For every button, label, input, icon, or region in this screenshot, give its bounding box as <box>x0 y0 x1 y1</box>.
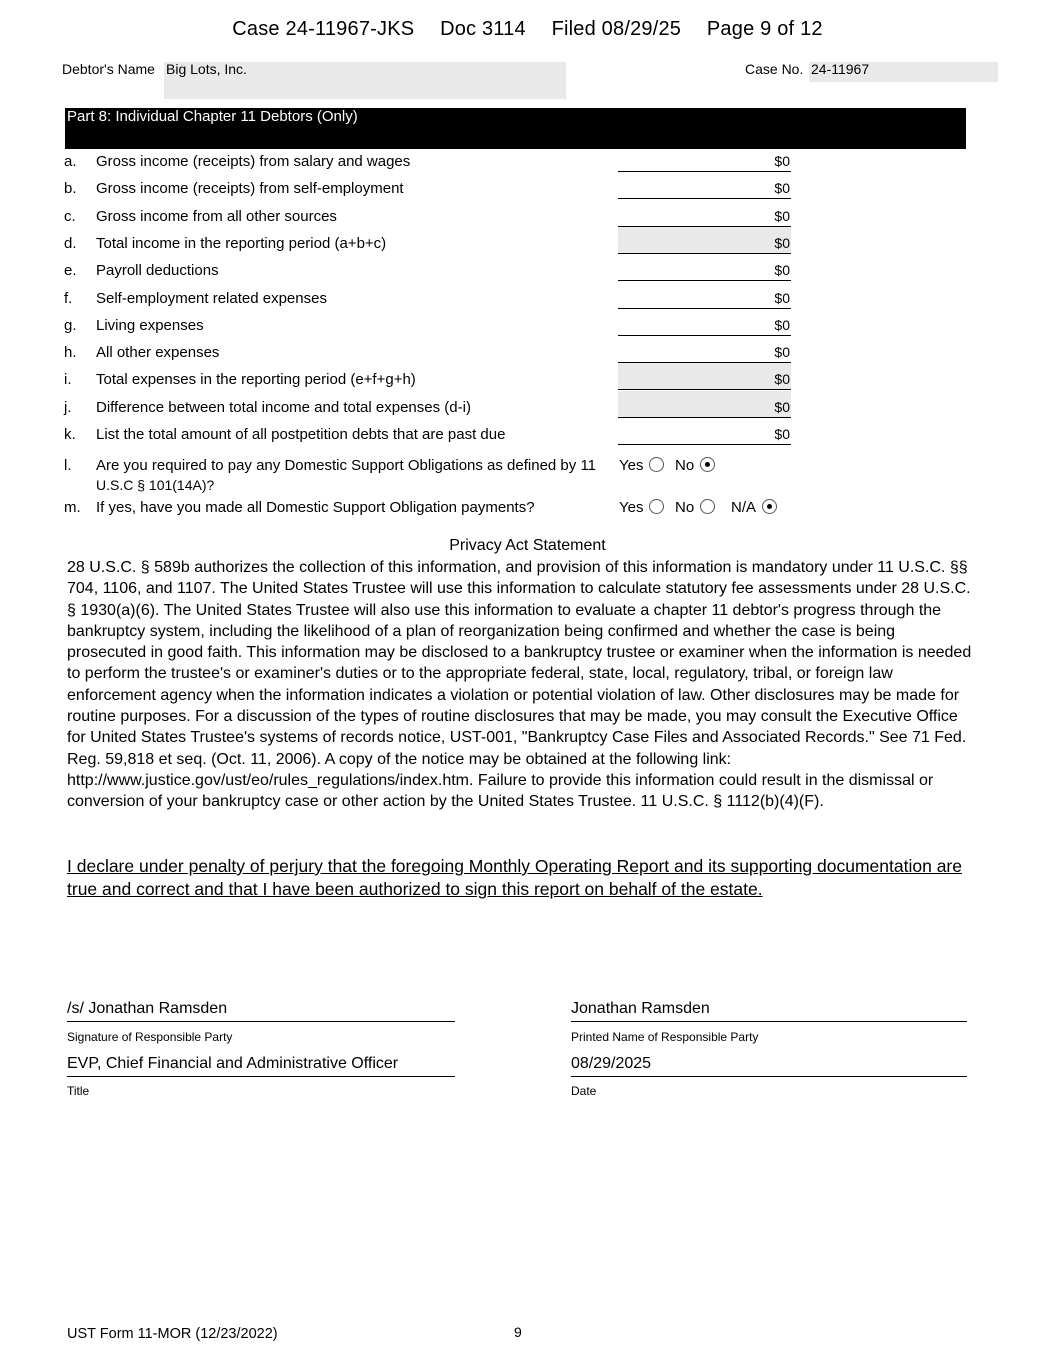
date-line <box>571 1076 967 1077</box>
row-letter: i. <box>64 371 72 389</box>
amount-value: $0 <box>774 289 790 306</box>
part8-row <box>0 180 1055 207</box>
row-description: Total expenses in the reporting period (e+f+g+h) <box>96 371 416 389</box>
perjury-declaration: I declare under penalty of perjury that the foregoing Monthly Operating Report and its supporting documentation are true and correct and that I have been authorized to sign this report on behalf of the estate. <box>67 856 962 899</box>
row-l-no-label: No <box>675 457 695 474</box>
row-letter: d. <box>64 234 77 252</box>
row-m-yes-option[interactable] <box>619 499 664 516</box>
signature-line <box>67 1021 455 1022</box>
title-caption: Title <box>67 1084 90 1098</box>
part8-row <box>0 235 1055 262</box>
row-letter: h. <box>64 344 77 362</box>
row-l-yes-option[interactable] <box>619 457 664 474</box>
row-m-yes-label: Yes <box>619 499 644 516</box>
debtor-name-field[interactable] <box>164 62 566 99</box>
amount-field[interactable] <box>618 418 791 445</box>
privacy-act-body: 28 U.S.C. § 589b authorizes the collection of this information, and provision of this information is mandatory under 11 U.S.C. §§ 704, 1106, and 1107. The United States Trustee will use this information to calculate statutory fee assessments under 28 U.S.C. § 1930(a)(6). The United States Trustee will also use this information to evaluate a chapter 11 debtor's progress through the bankruptcy system, including the likelihood of a plan of reorganization being confirmed and whether the case is being prosecuted in good faith. This information may be disclosed to a bankruptcy trustee or examiner when the information is needed to perform the trustee's or examiner's duties or to the appropriate federal, state, local, regulatory, tribal, or foreign law enforcement agency when the information indicates a violation or potential violation of law. Other disclosures may be made for routine purposes. For a discussion of the types of routine disclosures that may be made, you may consult the Executive Office for United States Trustee's systems of records notice, UST-001, "Bankruptcy Case Files and Associated Records." See 71 Fed. Reg. 59,818 et seq. (Oct. 11, 2006). A copy of the notice may be obtained at the following link: http://www.justice.gov/ust/eo/rules_regulations/index.htm. Failure to provide this information could result in the dismissal or conversion of your bankruptcy case or other action by the United States Trustee. 11 U.S.C. § 1112(b)(4)(F). <box>67 559 972 811</box>
amount-value: $0 <box>774 262 790 279</box>
part8-row <box>0 153 1055 180</box>
amount-field[interactable] <box>618 391 791 418</box>
amount-value: $0 <box>774 426 790 442</box>
row-l-desc-line1: Are you required to pay any Domestic Support Obligations as defined by 11 <box>96 457 597 474</box>
amount-field[interactable] <box>618 282 791 309</box>
row-description: Self-employment related expenses <box>96 289 327 307</box>
row-l-yes-radio[interactable] <box>649 457 664 472</box>
amount-value: $0 <box>774 207 790 224</box>
form-identifier: UST Form 11-MOR (12/23/2022) <box>67 1326 278 1342</box>
amount-field[interactable] <box>618 336 791 363</box>
row-m-no-label: No <box>675 499 695 516</box>
part8-row <box>0 399 1055 426</box>
row-letter: b. <box>64 180 77 198</box>
row-m-na-label: N/A <box>731 499 757 516</box>
row-letter: k. <box>64 426 76 443</box>
row-l-letter: l. <box>64 457 72 474</box>
amount-field[interactable] <box>618 254 791 281</box>
printed-name-value[interactable]: Jonathan Ramsden <box>571 1000 710 1017</box>
row-description: Gross income (receipts) from salary and wages <box>96 153 411 170</box>
signature-value[interactable]: /s/ Jonathan Ramsden <box>67 1000 228 1017</box>
row-l-desc-line2: U.S.C § 101(14A)? <box>96 477 215 493</box>
signature-caption: Signature of Responsible Party <box>67 1030 233 1044</box>
document-number: Doc 3114 <box>440 18 526 40</box>
debtor-name-value: Big Lots, Inc. <box>166 61 247 77</box>
part8-row <box>0 317 1055 344</box>
amount-field[interactable] <box>618 145 791 172</box>
amount-field[interactable] <box>618 200 791 227</box>
part8-section-header <box>65 108 966 149</box>
page-indicator: Page 9 of 12 <box>706 18 823 40</box>
row-m-na-radio[interactable] <box>762 499 777 514</box>
part8-row <box>0 208 1055 235</box>
part8-row <box>0 426 1055 453</box>
row-letter: j. <box>64 398 72 416</box>
row-letter: f. <box>64 289 73 307</box>
row-description: Difference between total income and total expenses (d-i) <box>96 398 471 416</box>
amount-value: $0 <box>774 153 790 169</box>
title-line <box>67 1076 455 1077</box>
debtor-name-label: Debtor's Name <box>62 61 155 77</box>
part8-title: Part 8: Individual Chapter 11 Debtors (Only) <box>67 108 358 125</box>
case-number-value: 24-11967 <box>811 61 870 77</box>
amount-value: $0 <box>774 371 790 388</box>
date-caption: Date <box>571 1084 597 1098</box>
row-m-desc: If yes, have you made all Domestic Support Obligation payments? <box>96 499 535 516</box>
row-letter: g. <box>64 316 77 334</box>
row-description: Gross income from all other sources <box>96 207 337 225</box>
amount-value: $0 <box>774 234 790 251</box>
date-value[interactable]: 08/29/2025 <box>571 1055 652 1072</box>
amount-field[interactable] <box>618 227 791 254</box>
row-description: Payroll deductions <box>96 262 219 280</box>
row-l-yes-label: Yes <box>619 457 644 474</box>
printed-name-caption: Printed Name of Responsible Party <box>571 1030 759 1044</box>
part8-row <box>0 262 1055 289</box>
part8-row <box>0 344 1055 371</box>
row-m-no-radio[interactable] <box>700 499 715 514</box>
row-description: Gross income (receipts) from self-employment <box>96 180 404 198</box>
row-m-na-option[interactable] <box>731 499 777 516</box>
court-filing-header <box>0 18 1055 41</box>
case-number-header: Case 24-11967-JKS <box>232 18 415 40</box>
row-letter: c. <box>64 207 76 225</box>
amount-value: $0 <box>774 344 790 361</box>
amount-field[interactable] <box>618 309 791 336</box>
row-m-no-option[interactable] <box>675 499 715 516</box>
case-number-label: Case No. <box>745 61 804 77</box>
part8-row <box>0 371 1055 398</box>
part8-row <box>0 290 1055 317</box>
amount-field[interactable] <box>618 363 791 390</box>
row-l-no-option[interactable] <box>675 457 715 474</box>
row-description: Total income in the reporting period (a+b+c) <box>96 234 387 252</box>
page-number: 9 <box>514 1324 522 1340</box>
row-l-domestic-support <box>0 457 1055 497</box>
row-m-yes-radio[interactable] <box>649 499 664 514</box>
amount-value: $0 <box>774 316 790 333</box>
row-m-letter: m. <box>64 499 81 516</box>
title-value[interactable]: EVP, Chief Financial and Administrative Officer <box>67 1055 399 1072</box>
amount-field[interactable] <box>618 172 791 199</box>
row-description: List the total amount of all postpetition debts that are past due <box>96 426 506 443</box>
row-description: All other expenses <box>96 344 220 362</box>
row-m-dso-payments <box>0 499 1055 526</box>
filed-date: Filed 08/29/25 <box>551 18 682 40</box>
printed-name-line <box>571 1021 967 1022</box>
row-l-no-radio[interactable] <box>700 457 715 472</box>
row-letter: a. <box>64 153 77 170</box>
amount-value: $0 <box>774 180 790 197</box>
row-letter: e. <box>64 262 77 280</box>
case-number-field[interactable] <box>809 62 998 82</box>
amount-value: $0 <box>774 398 790 415</box>
row-description: Living expenses <box>96 316 204 334</box>
privacy-act-title: Privacy Act Statement <box>449 537 606 554</box>
